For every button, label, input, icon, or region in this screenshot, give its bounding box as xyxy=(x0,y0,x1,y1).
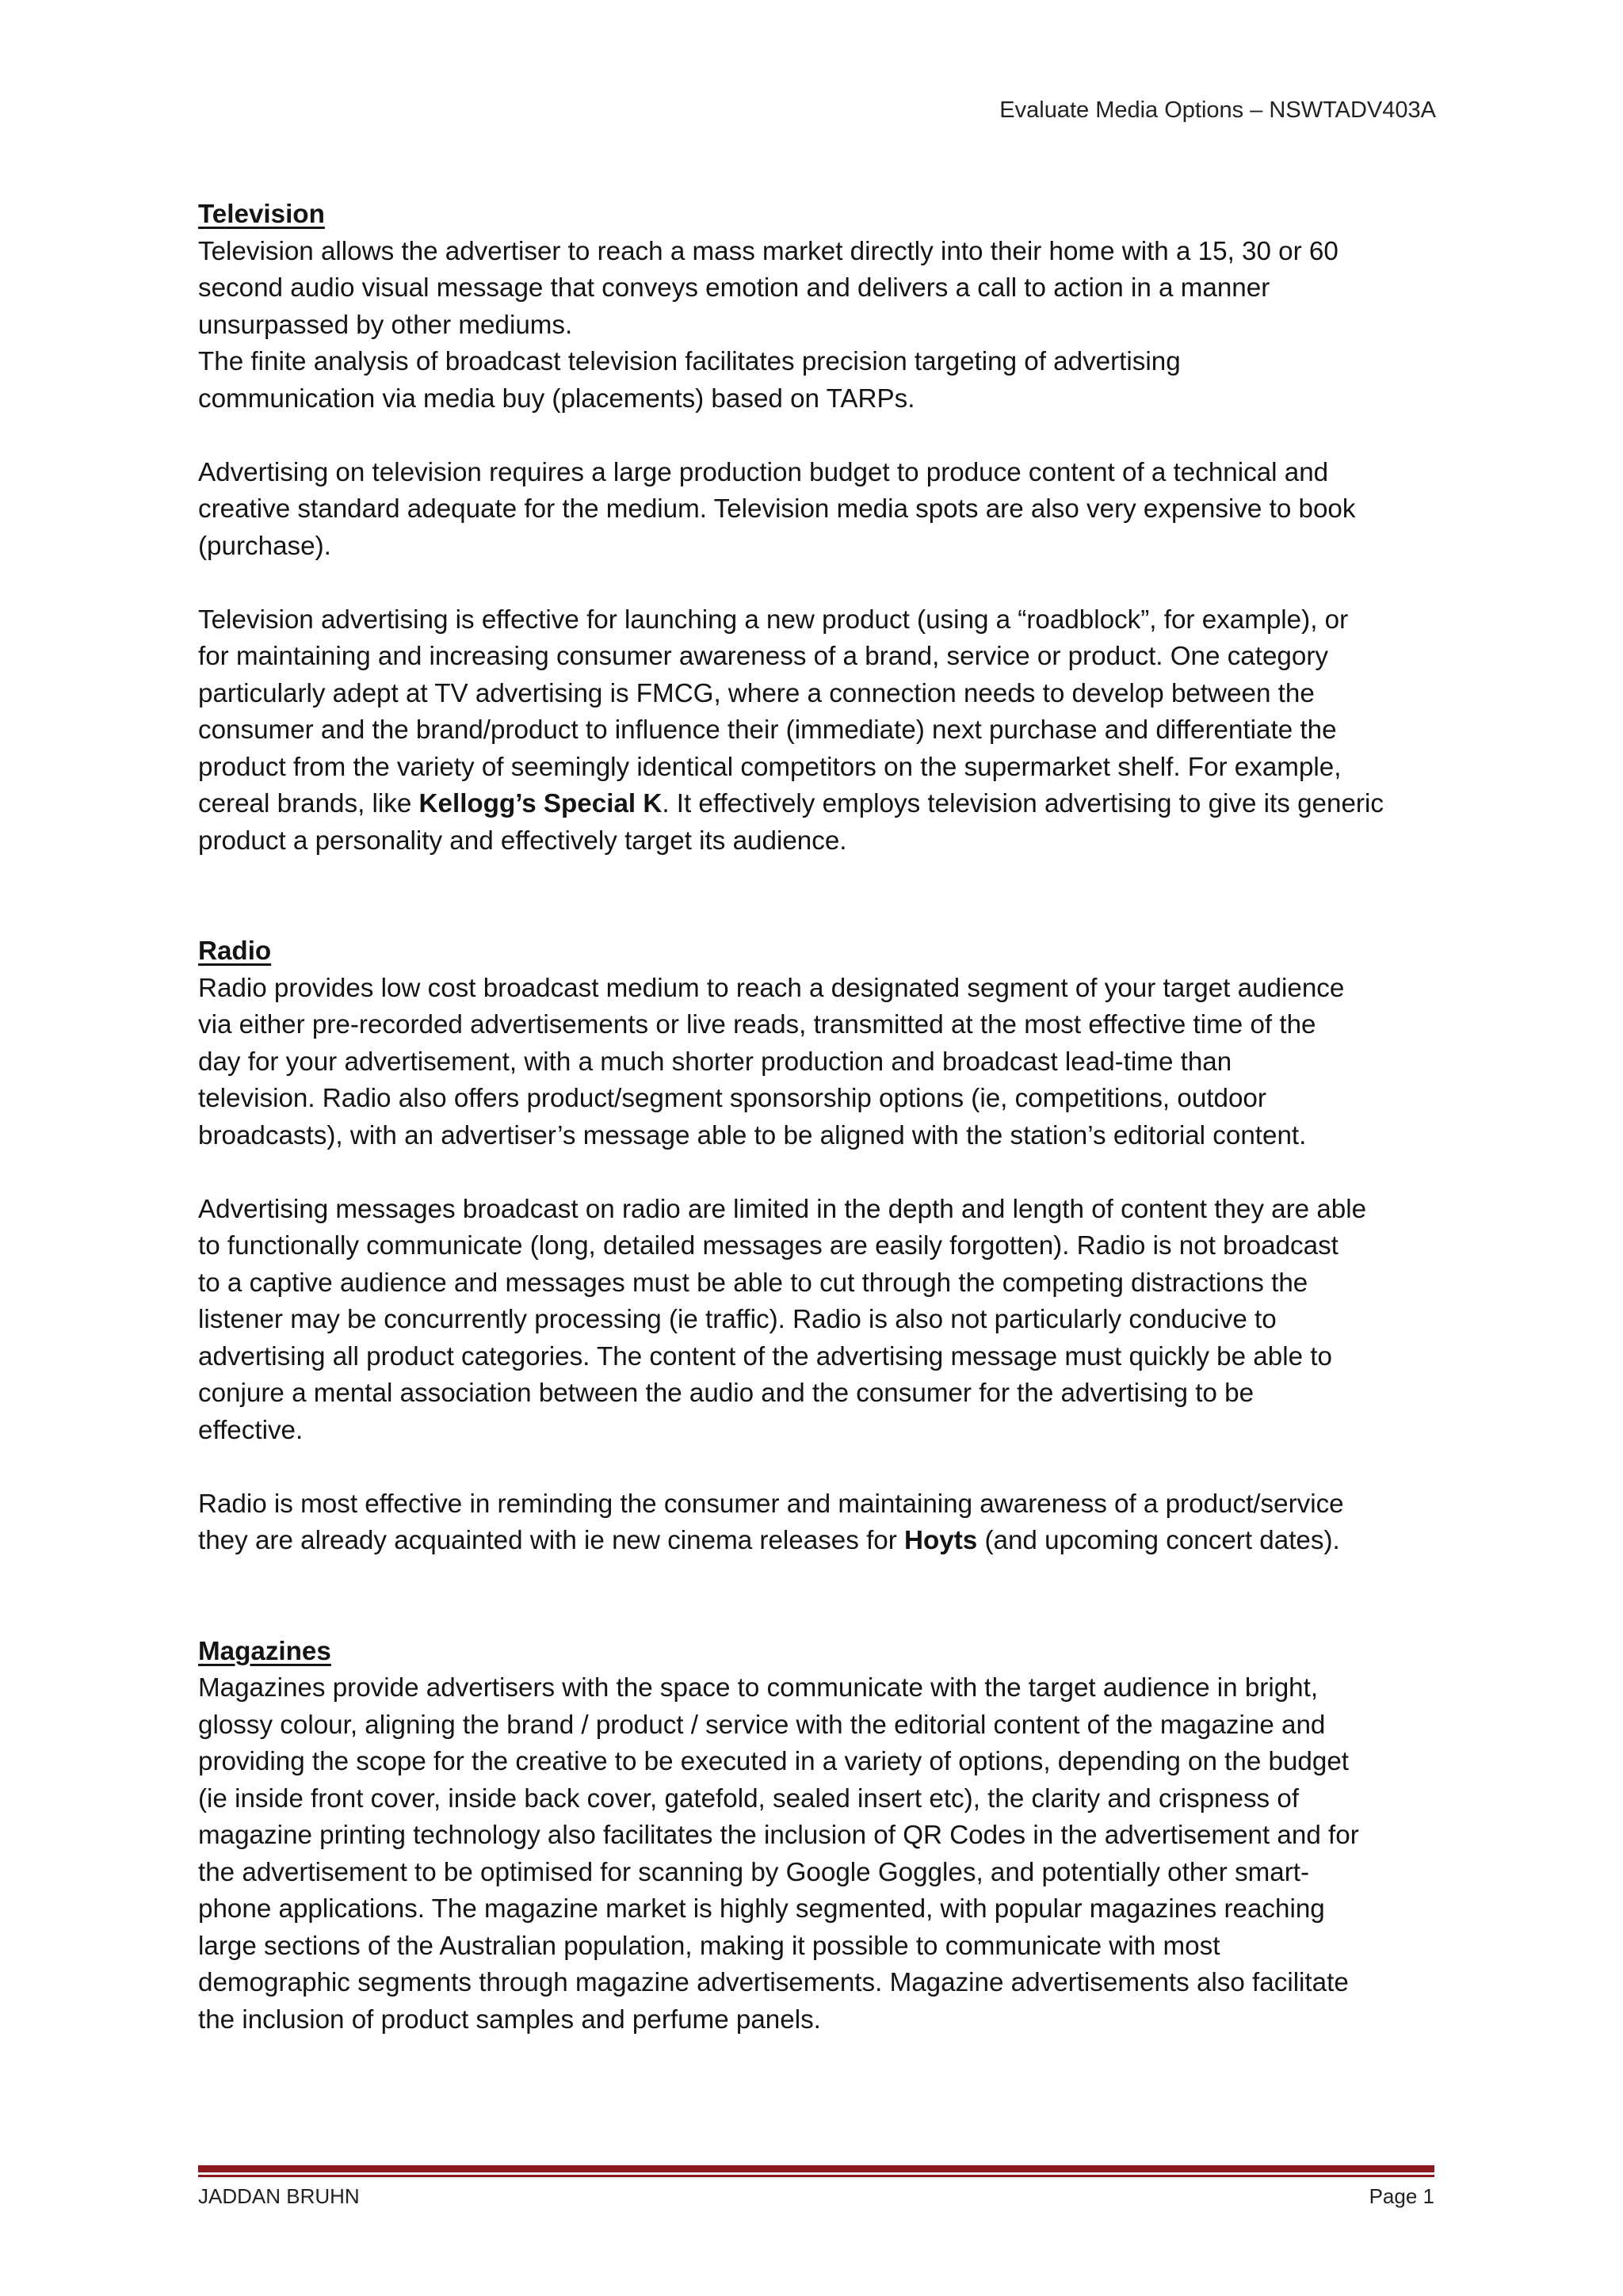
text-line: the inclusion of product samples and perfume panels. xyxy=(198,2004,821,2035)
section-magazines xyxy=(198,1634,1442,2039)
text-line: Television allows the advertiser to reach a mass market directly into their home with a 15, 30 or 60 xyxy=(198,236,1338,266)
section-radio xyxy=(198,933,1442,1560)
text-span: (and upcoming concert dates). xyxy=(977,1526,1340,1555)
text-line: Magazines provide advertisers with the space to communicate with the target audience in bright, xyxy=(198,1673,1319,1703)
text-line xyxy=(198,1523,1442,1560)
footer-rule-thick xyxy=(198,2165,1434,2172)
text-line: effective. xyxy=(198,1415,304,1445)
text-line: Advertising on television requires a large production budget to produce content of a technical and xyxy=(198,457,1329,487)
page-header-title: Evaluate Media Options – NSWTADV403A xyxy=(999,97,1436,123)
text-line: The finite analysis of broadcast television facilitates precision targeting of advertising xyxy=(198,347,1181,376)
section-heading-magazines: Magazines xyxy=(198,1636,331,1666)
text-span: . It effectively employs television advertising to give its generic xyxy=(662,789,1384,818)
text-line: to a captive audience and messages must be able to cut through the competing distractions the xyxy=(198,1268,1308,1298)
text-line: Advertising messages broadcast on radio are limited in the depth and length of content they are able xyxy=(198,1194,1367,1224)
text-line xyxy=(198,786,1442,823)
text-line: Radio is most effective in reminding the consumer and maintaining awareness of a product/service xyxy=(198,1489,1344,1519)
section-television xyxy=(198,196,1442,860)
footer-page-number: Page 1 xyxy=(1369,2184,1434,2208)
text-line: magazine printing technology also facilitates the inclusion of QR Codes in the advertisement and for xyxy=(198,1821,1359,1850)
text-line: to functionally communicate (long, detailed messages are easily forgotten). Radio is not broadcast xyxy=(198,1231,1338,1261)
text-line: creative standard adequate for the medium. Television media spots are also very expensive to book xyxy=(198,494,1356,524)
text-line: conjure a mental association between the audio and the consumer for the advertising to be xyxy=(198,1379,1254,1408)
text-line: via either pre-recorded advertisements or live reads, transmitted at the most effective time of the xyxy=(198,1010,1316,1039)
text-line: large sections of the Australian population, making it possible to communicate with most xyxy=(198,1931,1220,1961)
text-span: they are already acquainted with ie new cinema releases for xyxy=(198,1526,905,1555)
brand-name-kelloggs: Kellogg’s Special K xyxy=(418,789,663,818)
text-line: listener may be concurrently processing (ie traffic). Radio is also not particularly conducive to xyxy=(198,1305,1277,1334)
text-line: day for your advertisement, with a much shorter production and broadcast lead-time than xyxy=(198,1047,1232,1077)
footer-author: JADDAN BRUHN xyxy=(198,2184,360,2208)
text-line: product from the variety of seemingly identical competitors on the supermarket shelf. For example, xyxy=(198,752,1342,782)
text-line: product a personality and effectively target its audience. xyxy=(198,826,847,856)
text-line: glossy colour, aligning the brand / product / service with the editorial content of the magazine and xyxy=(198,1710,1326,1740)
section-heading-radio: Radio xyxy=(198,936,272,966)
document-body xyxy=(198,196,1442,2039)
text-line: Television advertising is effective for launching a new product (using a “roadblock”, for example), or xyxy=(198,605,1349,635)
text-span: cereal brands, like xyxy=(198,789,419,818)
text-line: communication via media buy (placements) based on TARPs. xyxy=(198,383,915,414)
text-line: (ie inside front cover, inside back cover, gatefold, sealed insert etc), the clarity and crispness of xyxy=(198,1783,1300,1814)
text-line: particularly adept at TV advertising is FMCG, where a connection needs to develop between the xyxy=(198,678,1315,708)
text-line: advertising all product categories. The content of the advertising message must quickly be able to xyxy=(198,1341,1332,1371)
text-line: Radio provides low cost broadcast medium to reach a designated segment of your target audience xyxy=(198,973,1345,1003)
text-line: phone applications. The magazine market is highly segmented, with popular magazines reaching xyxy=(198,1894,1325,1924)
text-line: unsurpassed by other mediums. xyxy=(198,310,573,340)
text-line: second audio visual message that conveys emotion and delivers a call to action in a manner xyxy=(198,273,1270,303)
section-heading-television: Television xyxy=(198,200,325,229)
text-line: broadcasts), with an advertiser’s message able to be aligned with the station’s editorial content. xyxy=(198,1120,1307,1150)
text-line: television. Radio also offers product/segment sponsorship options (ie, competitions, outdoor xyxy=(198,1084,1266,1113)
brand-name-hoyts: Hoyts xyxy=(904,1526,978,1555)
text-line: consumer and the brand/product to influence their (immediate) next purchase and differentiate the xyxy=(198,715,1337,745)
text-line: the advertisement to be optimised for scanning by Google Goggles, and potentially other smart- xyxy=(198,1857,1310,1887)
text-line: providing the scope for the creative to be executed in a variety of options, depending on the budget xyxy=(198,1747,1350,1776)
text-line: demographic segments through magazine advertisements. Magazine advertisements also facilitate xyxy=(198,1968,1349,1997)
footer-rule-thin xyxy=(198,2175,1434,2177)
text-line: (purchase). xyxy=(198,531,331,561)
text-line: for maintaining and increasing consumer awareness of a brand, service or product. One category xyxy=(198,642,1328,671)
